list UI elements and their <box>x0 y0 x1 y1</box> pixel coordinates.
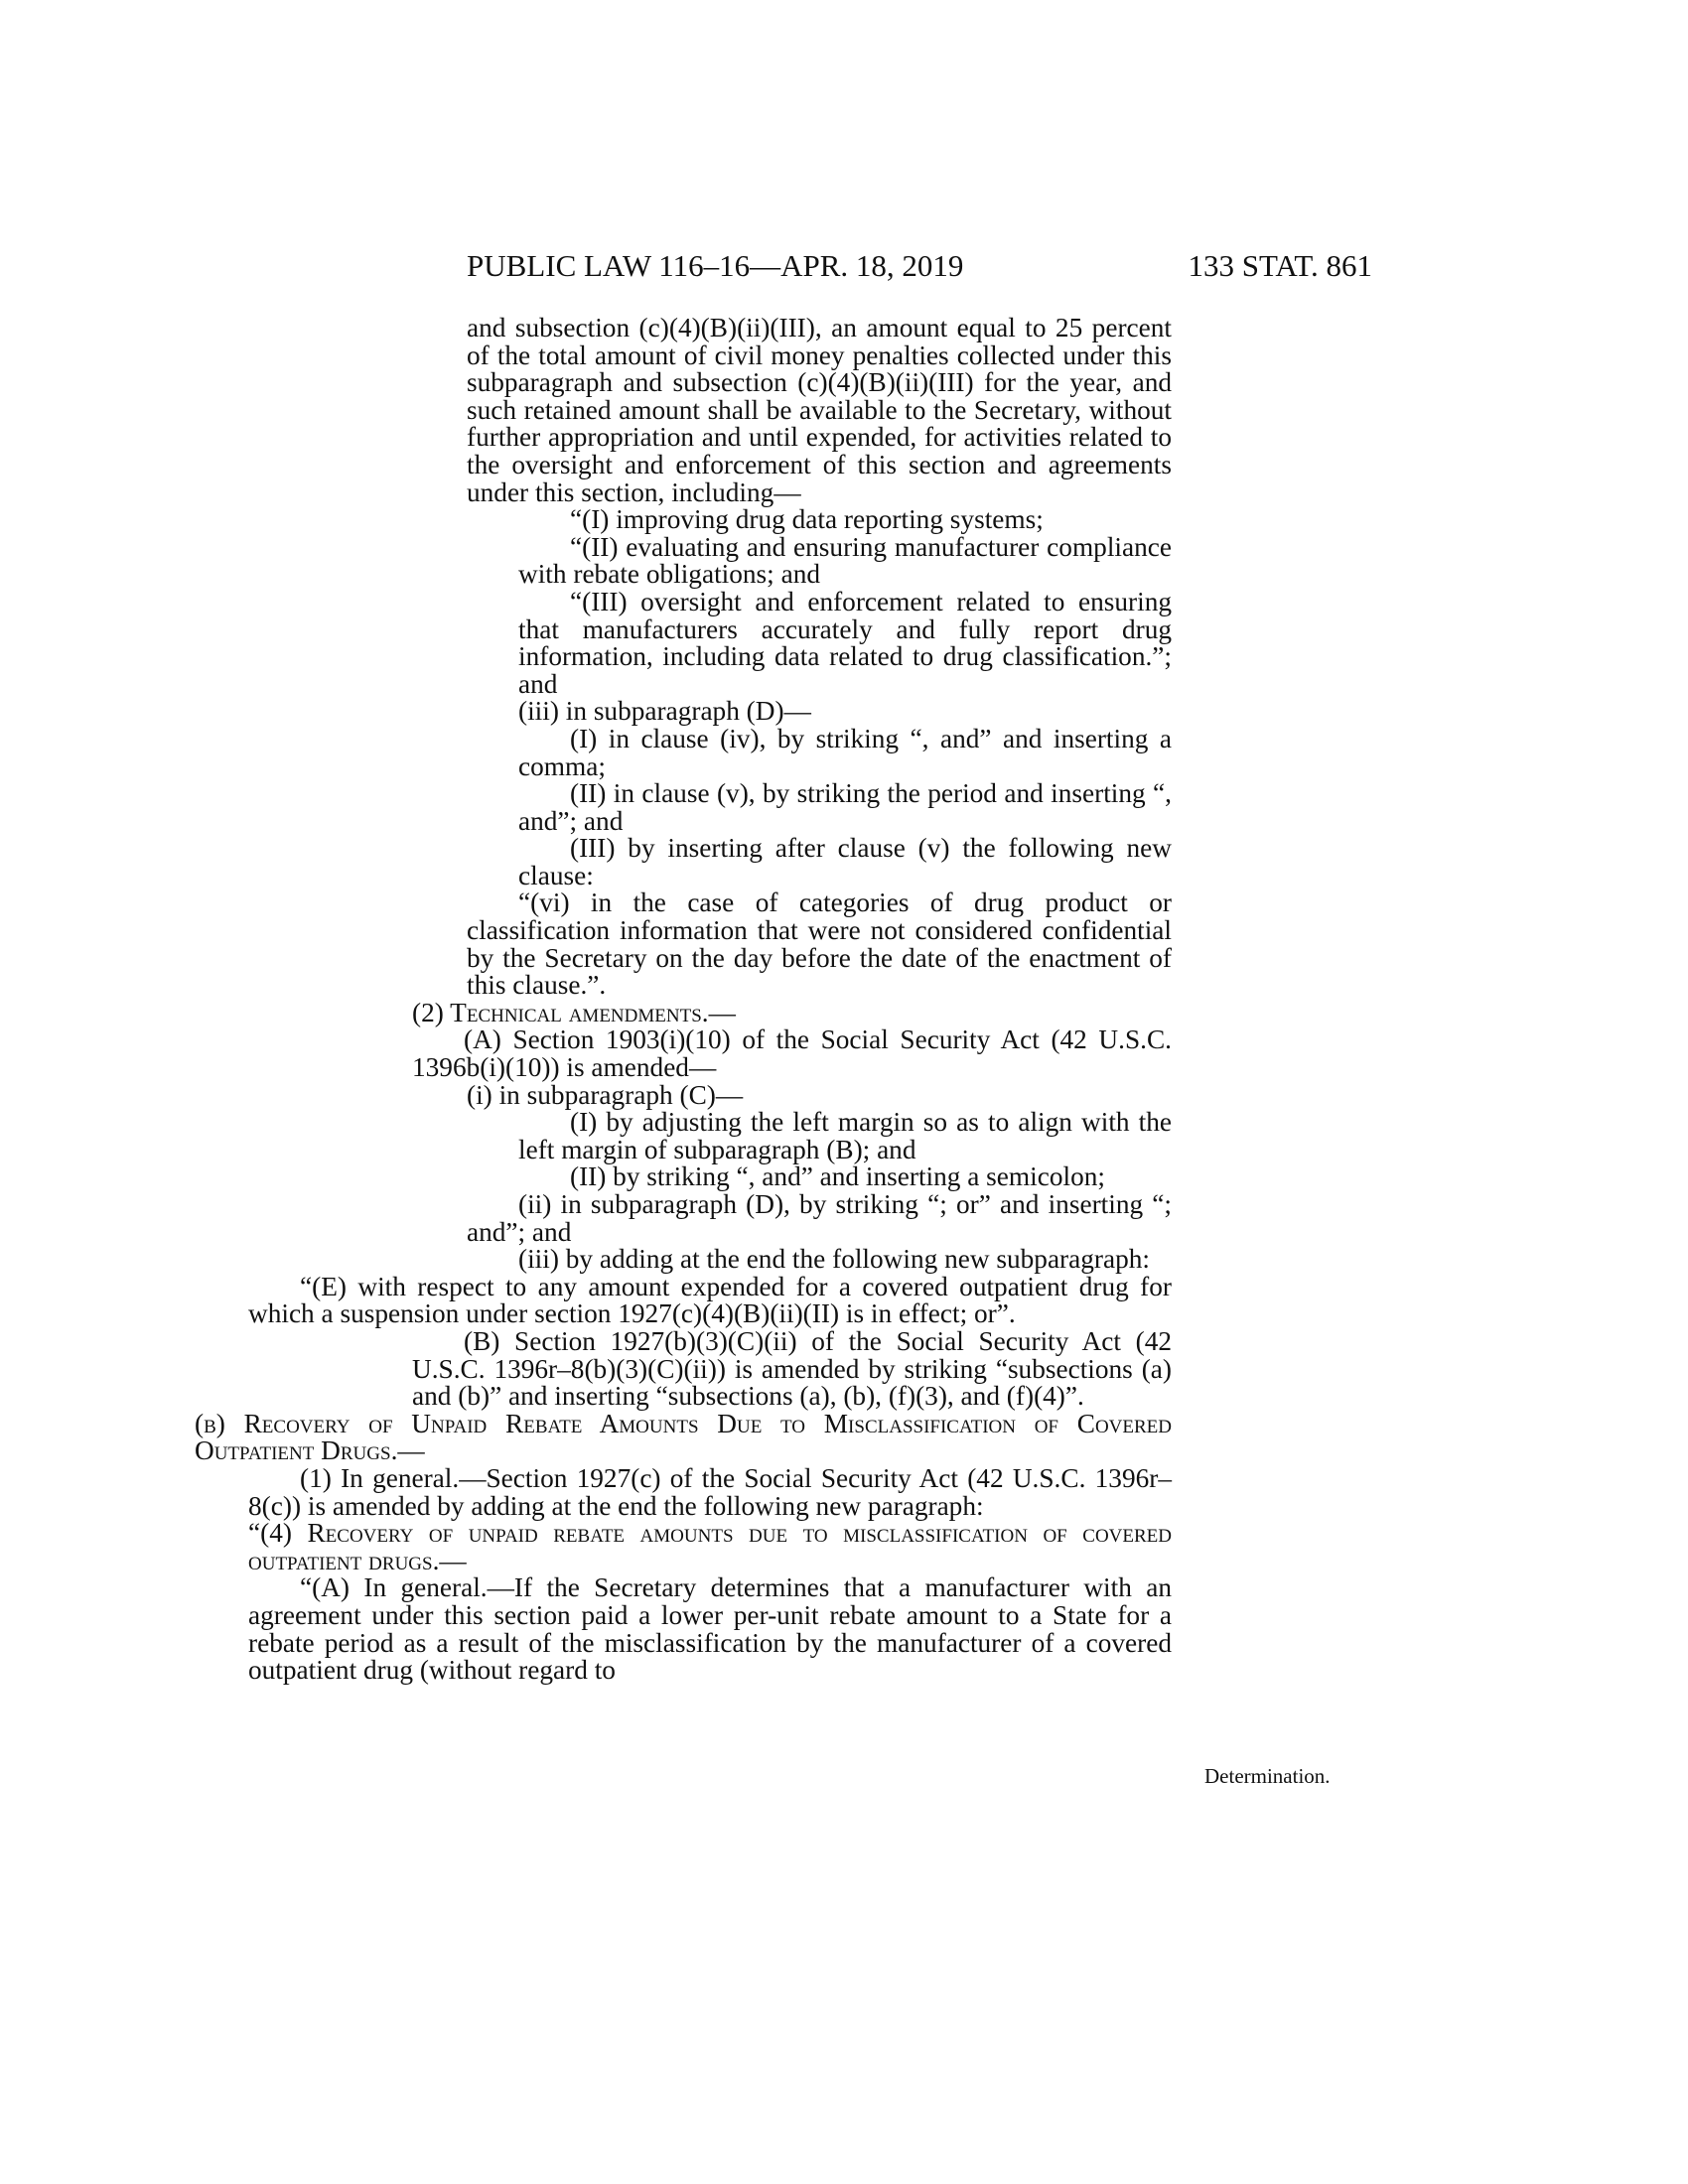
paragraph: “(I) improving drug data reporting systems; <box>570 504 1044 535</box>
paragraph: (iii) in subparagraph (D)— <box>518 696 811 727</box>
paragraph: “(III) oversight and enforcement related to ensuring that manufacturers accurately and fully report drug information, including data related to drug classification.”; and <box>518 586 1172 699</box>
page-number: 133 STAT. 861 <box>1188 248 1372 283</box>
margin-note: Determination. <box>1204 1764 1331 1788</box>
paragraph: “(E) with respect to any amount expended for a covered outpatient drug for which a suspension under section 1927(c)(4)(B)(ii)(II) is in effect; or”. <box>248 1271 1172 1329</box>
paragraph: (II) by striking “, and” and inserting a semicolon; <box>570 1161 1105 1192</box>
paragraph: (I) by adjusting the left margin so as to align with the left margin of subparagraph (B); and <box>518 1107 1172 1164</box>
paragraph: (1) In general.—Section 1927(c) of the Social Security Act (42 U.S.C. 1396r–8(c)) is amended by adding at the end the following new paragraph: <box>248 1462 1172 1521</box>
paragraph: (III) by inserting after clause (v) the following new clause: <box>518 833 1172 890</box>
paragraph: and subsection (c)(4)(B)(ii)(III), an amount equal to 25 percent of the total amount of civil money penalties collected under this subparagraph and subsection (c)(4)(B)(ii)(III) for the year, and such retained amount shall be available to the Secretary, without further appropriation and until expended, for activities related to the oversight and enforcement of this section and agreements under this section, including— <box>467 313 1172 507</box>
paragraph: (I) in clause (iv), by striking “, and” and inserting a comma; <box>518 723 1172 781</box>
paragraph: “(A) In general.—If the Secretary determines that a manufacturer with an agreement under this section paid a lower per-unit rebate amount to a State for a rebate period as a result of the misclassification by the manufacturer of a covered outpatient drug (without regard to <box>248 1572 1172 1686</box>
paragraph-technical-amendments: (2) Technical amendments.— <box>412 997 736 1027</box>
paragraph: (iii) by adding at the end the following new subparagraph: <box>518 1244 1150 1275</box>
running-header-title: PUBLIC LAW 116–16—APR. 18, 2019 <box>467 248 964 283</box>
paragraph-heading <box>357 997 1172 1027</box>
statute-text <box>195 313 1172 1686</box>
paragraph: (II) in clause (v), by striking the period and inserting “, and”; and <box>518 778 1172 836</box>
paragraph: “(II) evaluating and ensuring manufacturer compliance with rebate obligations; and <box>518 531 1172 590</box>
paragraph: (A) Section 1903(i)(10) of the Social Security Act (42 U.S.C. 1396b(i)(10)) is amended— <box>412 1024 1172 1083</box>
subsection-heading: (b) Recovery of Unpaid Rebate Amounts Due to Misclassification of Covered Outpatient Drugs.— <box>195 1408 1172 1466</box>
paragraph: (B) Section 1927(b)(3)(C)(ii) of the Social Security Act (42 U.S.C. 1396r–8(b)(3)(C)(ii)) is amended by striking “subsections (a) and (b)” and inserting “subsections (a), (b), (f)(3), and (f)(4)”. <box>412 1325 1172 1412</box>
paragraph: “(vi) in the case of categories of drug product or classification information that were not considered confidential by the Secretary on the day before the date of the enactment of this clause.”. <box>467 887 1172 1001</box>
paragraph: (i) in subparagraph (C)— <box>467 1079 744 1110</box>
paragraph: (ii) in subparagraph (D), by striking “; or” and inserting “; and”; and <box>467 1189 1172 1247</box>
paragraph-heading: “(4) Recovery of unpaid rebate amounts due to misclassification of covered outpatient drugs.— <box>248 1518 1172 1575</box>
